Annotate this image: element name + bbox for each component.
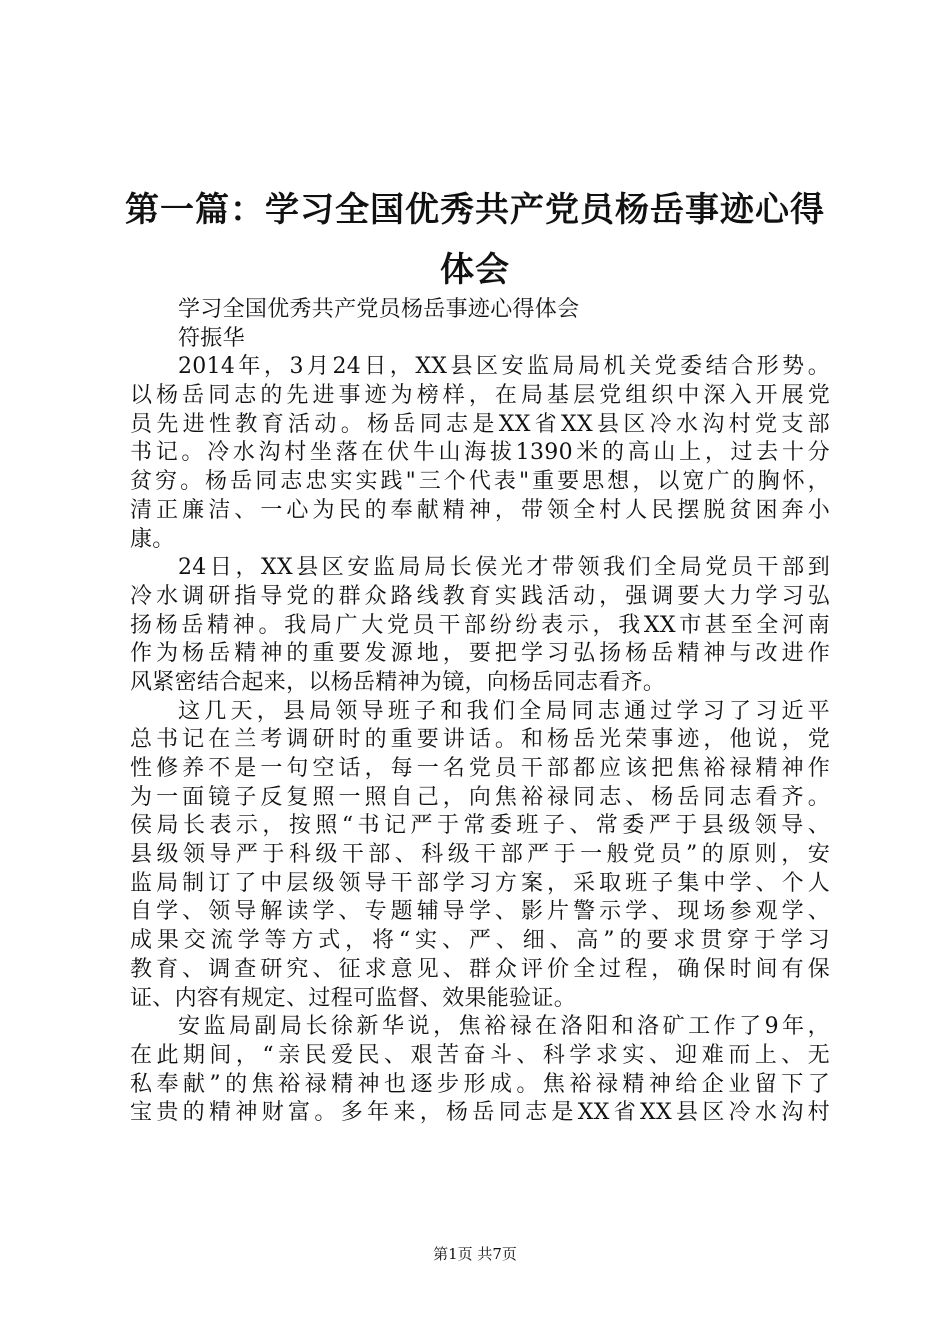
title-line-2: 体会 xyxy=(440,250,510,290)
paragraph-line: 在此期间，“亲民爱民、艰苦奋斗、科学求实、迎难而上、无 xyxy=(130,1042,830,1068)
paragraph-line: 为一面镜子反复照一照自己，向焦裕禄同志、杨岳同志看齐。 xyxy=(130,784,830,810)
paragraph-line: 冷水调研指导党的群众路线教育实践活动，强调要大力学习弘 xyxy=(130,583,830,609)
paragraph-line: 性修养不是一句空话，每一名党员干部都应该把焦裕禄精神作 xyxy=(130,756,830,781)
paragraph-line: 员先进性教育活动。杨岳同志是XX省XX县区冷水沟村党支部 xyxy=(130,411,830,437)
paragraph-line: 监局制订了中层级领导干部学习方案，采取班子集中学、个人 xyxy=(130,870,830,896)
paragraph-line: 作为杨岳精神的重要发源地，要把学习弘扬杨岳精神与改进作 xyxy=(130,641,830,667)
paragraph-line: 扬杨岳精神。我局广大党员干部纷纷表示，我XX市甚至全河南 xyxy=(130,612,830,638)
paragraph-line: 侯局长表示，按照“书记严于常委班子、常委严于县级领导、 xyxy=(130,813,830,839)
paragraph-line: 教育、调查研究、征求意见、群众评价全过程，确保时间有保 xyxy=(130,956,830,982)
title-line-1: 第一篇：学习全国优秀共产党员杨岳事迹心得 xyxy=(125,190,825,230)
paragraph-line: 安监局副局长徐新华说，焦裕禄在洛阳和洛矿工作了9年， xyxy=(178,1014,830,1040)
paragraph-line: 风紧密结合起来，以杨岳精神为镜，向杨岳同志看齐。 xyxy=(130,669,666,695)
paragraph-line: 证、内容有规定、过程可监督、效果能验证。 xyxy=(130,985,577,1011)
paragraph-line: 24日，XX县区安监局局长侯光才带领我们全局党员干部到 xyxy=(178,555,830,581)
document-body xyxy=(130,296,830,1128)
paragraph-line: 贫穷。杨岳同志忠实实践"三个代表"重要思想，以宽广的胸怀， xyxy=(130,469,830,495)
paragraph-line: 清正廉洁、一心为民的奉献精神，带领全村人民摆脱贫困奔小 xyxy=(130,497,830,523)
paragraph-line: 宝贵的精神财富。多年来，杨岳同志是XX省XX县区冷水沟村 xyxy=(130,1100,830,1126)
paragraph-line: 成果交流学等方式，将“实、严、细、高”的要求贯穿于学习 xyxy=(130,928,830,954)
subtitle: 学习全国优秀共产党员杨岳事迹心得体会 xyxy=(178,297,580,322)
paragraph-line: 2014年，3月24日，XX县区安监局局机关党委结合形势。 xyxy=(178,354,830,380)
paragraph-line: 以杨岳同志的先进事迹为榜样，在局基层党组织中深入开展党 xyxy=(130,383,830,409)
paragraph-line: 总书记在兰考调研时的重要讲话。和杨岳光荣事迹，他说，党 xyxy=(130,727,830,753)
paragraph-line: 书记。冷水沟村坐落在伏牛山海拔1390米的高山上，过去十分 xyxy=(130,440,830,466)
paragraph-line: 县级领导严于科级干部、科级干部严于一般党员”的原则，安 xyxy=(130,842,830,868)
document-title xyxy=(100,180,850,300)
author: 符振华 xyxy=(178,325,245,351)
page-number-footer: 第1页 共7页 xyxy=(433,1245,517,1263)
paragraph-line: 这几天，县局领导班子和我们全局同志通过学习了习近平 xyxy=(178,698,830,724)
paragraph-line: 自学、领导解读学、专题辅导学、影片警示学、现场参观学、 xyxy=(130,899,830,925)
paragraph-line: 私奉献”的焦裕禄精神也逐步形成。焦裕禄精神给企业留下了 xyxy=(130,1071,830,1097)
paragraph-line: 康。 xyxy=(130,526,175,552)
